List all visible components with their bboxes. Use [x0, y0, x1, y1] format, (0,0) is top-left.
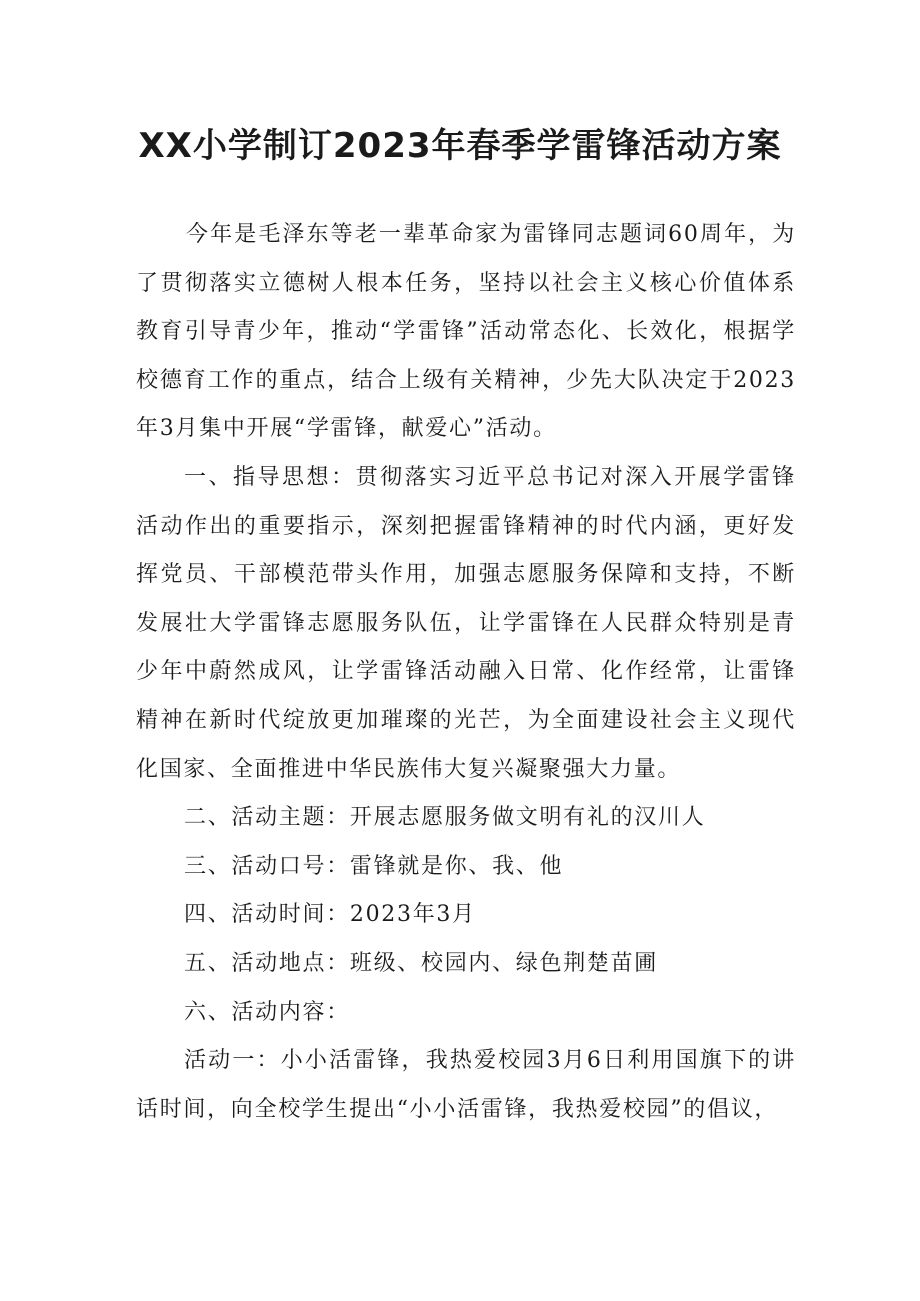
paragraph-activity-location: 五、活动地点：班级、校园内、绿色荆楚苗圃	[184, 950, 659, 976]
paragraph-activity-content: 六、活动内容：	[184, 999, 350, 1025]
document-title: XX小学制订2023年春季学雷锋活动方案	[138, 126, 782, 166]
paragraph-intro: 今年是毛泽东等老一辈革命家为雷锋同志题词60周年，为了贯彻落实立德树人根本任务，坚持以社会主义核心价值体系教育引导青少年，推动“学雷锋”活动常态化、长效化，根据学校德育工作的重点，结合上级有关精神，少先大队决定于2023年3月集中开展“学雷锋，献爱心”活动。	[136, 222, 796, 442]
paragraph-guiding-ideology: 一、指导思想：贯彻落实习近平总书记对深入开展学雷锋活动作出的重要指示，深刻把握雷锋精神的时代内涵，更好发挥党员、干部模范带头作用，加强志愿服务保障和支持，不断发展壮大学雷锋志愿服务队伍，让学雷锋在人民群众特别是青少年中蔚然成风，让学雷锋活动融入日常、化作经常，让雷锋精神在新时代绽放更加璀璨的光芒，为全面建设社会主义现代化国家、全面推进中华民族伟大复兴凝聚强大力量。	[136, 464, 796, 782]
paragraph-activity-theme: 二、活动主题：开展志愿服务做文明有礼的汉川人	[184, 805, 706, 831]
paragraph-activity-slogan: 三、活动口号：雷锋就是你、我、他	[184, 853, 564, 879]
paragraph-activity-one: 活动一：小小活雷锋，我热爱校园3月6日利用国旗下的讲话时间，向全校学生提出“小小活雷锋，我热爱校园”的倡议，	[136, 1048, 796, 1122]
document-body	[136, 211, 796, 1134]
paragraph-activity-time: 四、活动时间：2023年3月	[184, 902, 476, 928]
